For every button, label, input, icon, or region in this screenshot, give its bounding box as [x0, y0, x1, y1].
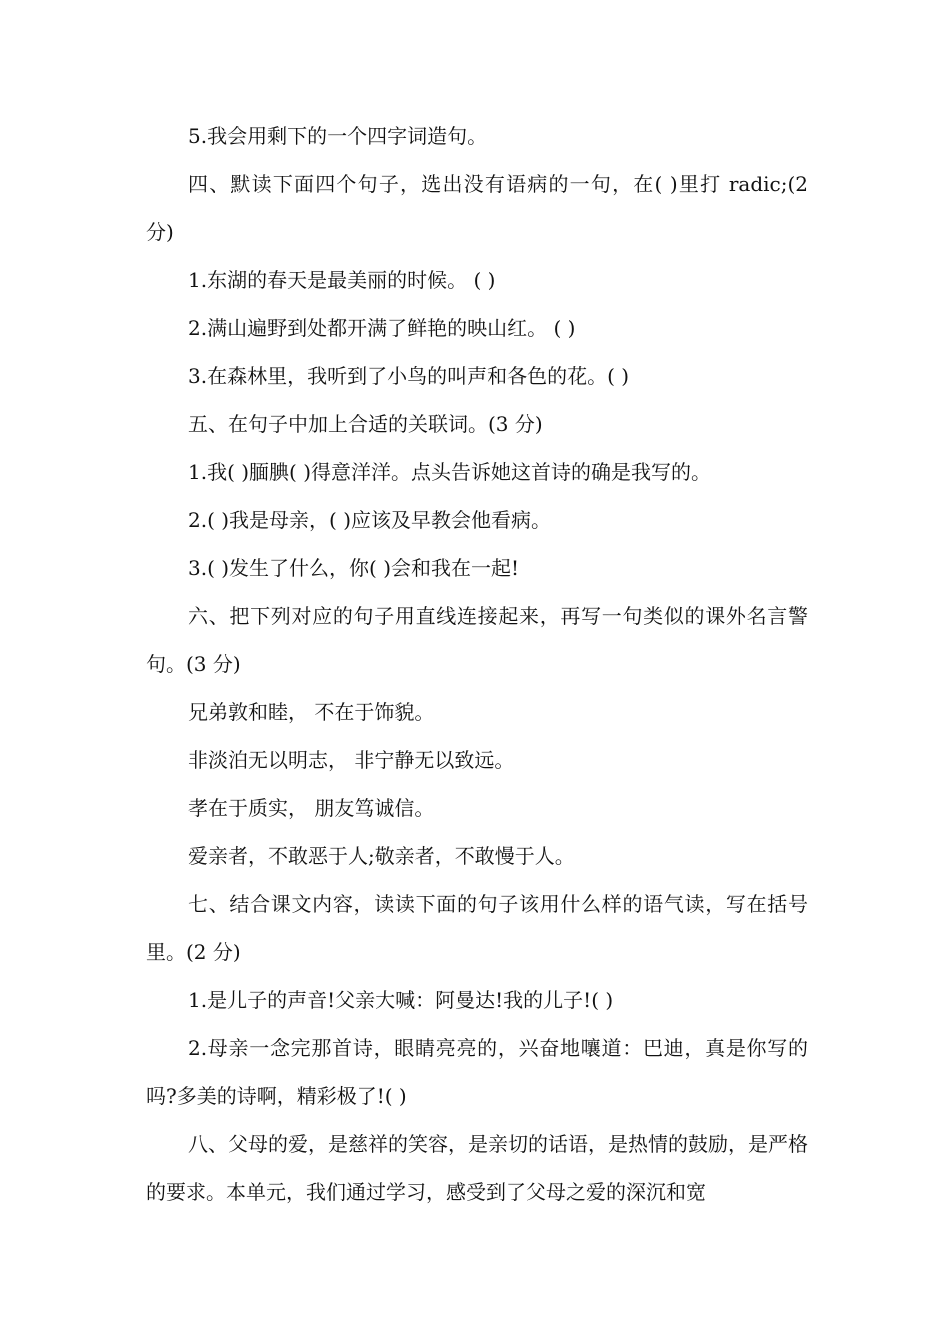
- section-6-heading: 六、把下列对应的句子用直线连接起来，再写一句类似的课外名言警句。(3 分): [146, 604, 808, 676]
- section-4-item-3: 3.在森林里，我听到了小鸟的叫声和各色的花。( ): [188, 364, 630, 388]
- section-8-heading: 八、父母的爱，是慈祥的笑容，是亲切的话语，是热情的鼓励，是严格的要求。本单元，我们通过学习，感受到了父母之爱的深沉和宽: [146, 1132, 808, 1204]
- section-7-heading: 七、结合课文内容，读读下面的句子该用什么样的语气读，写在括号里。(2 分): [146, 892, 808, 964]
- section-6-line-1: 兄弟敦和睦， 不在于饰貌。: [188, 700, 435, 724]
- section-6-line-3: 孝在于质实， 朋友笃诚信。: [188, 796, 435, 820]
- section-6-line-2: 非淡泊无以明志， 非宁静无以致远。: [188, 748, 515, 772]
- section-5-heading: 五、在句子中加上合适的关联词。(3 分): [188, 412, 543, 436]
- section-5-item-2: 2.( )我是母亲，( )应该及早教会他看病。: [188, 508, 552, 532]
- section-7-item-1: 1.是儿子的声音!父亲大喊：阿曼达!我的儿子!( ): [188, 988, 614, 1012]
- section-7-item-2: 2.母亲一念完那首诗，眼睛亮亮的，兴奋地嚷道：巴迪，真是你写的吗?多美的诗啊，精彩极了!( ): [146, 1036, 808, 1108]
- section-5-item-3: 3.( )发生了什么，你( )会和我在一起!: [188, 556, 520, 580]
- section-4-heading: 四、默读下面四个句子，选出没有语病的一句，在( )里打 radic;(2 分): [146, 172, 808, 244]
- document-body: [146, 112, 808, 1216]
- section-4-item-2: 2.满山遍野到处都开满了鲜艳的映山红。 ( ): [188, 316, 576, 340]
- section-4-item-1: 1.东湖的春天是最美丽的时候。 ( ): [188, 268, 496, 292]
- section-5-item-1: 1.我( )腼腆( )得意洋洋。点头告诉她这首诗的确是我写的。: [188, 460, 712, 484]
- section-6-line-4: 爱亲者，不敢恶于人;敬亲者，不敢慢于人。: [188, 844, 575, 868]
- question-5-sentence-making: 5.我会用剩下的一个四字词造句。: [188, 124, 488, 148]
